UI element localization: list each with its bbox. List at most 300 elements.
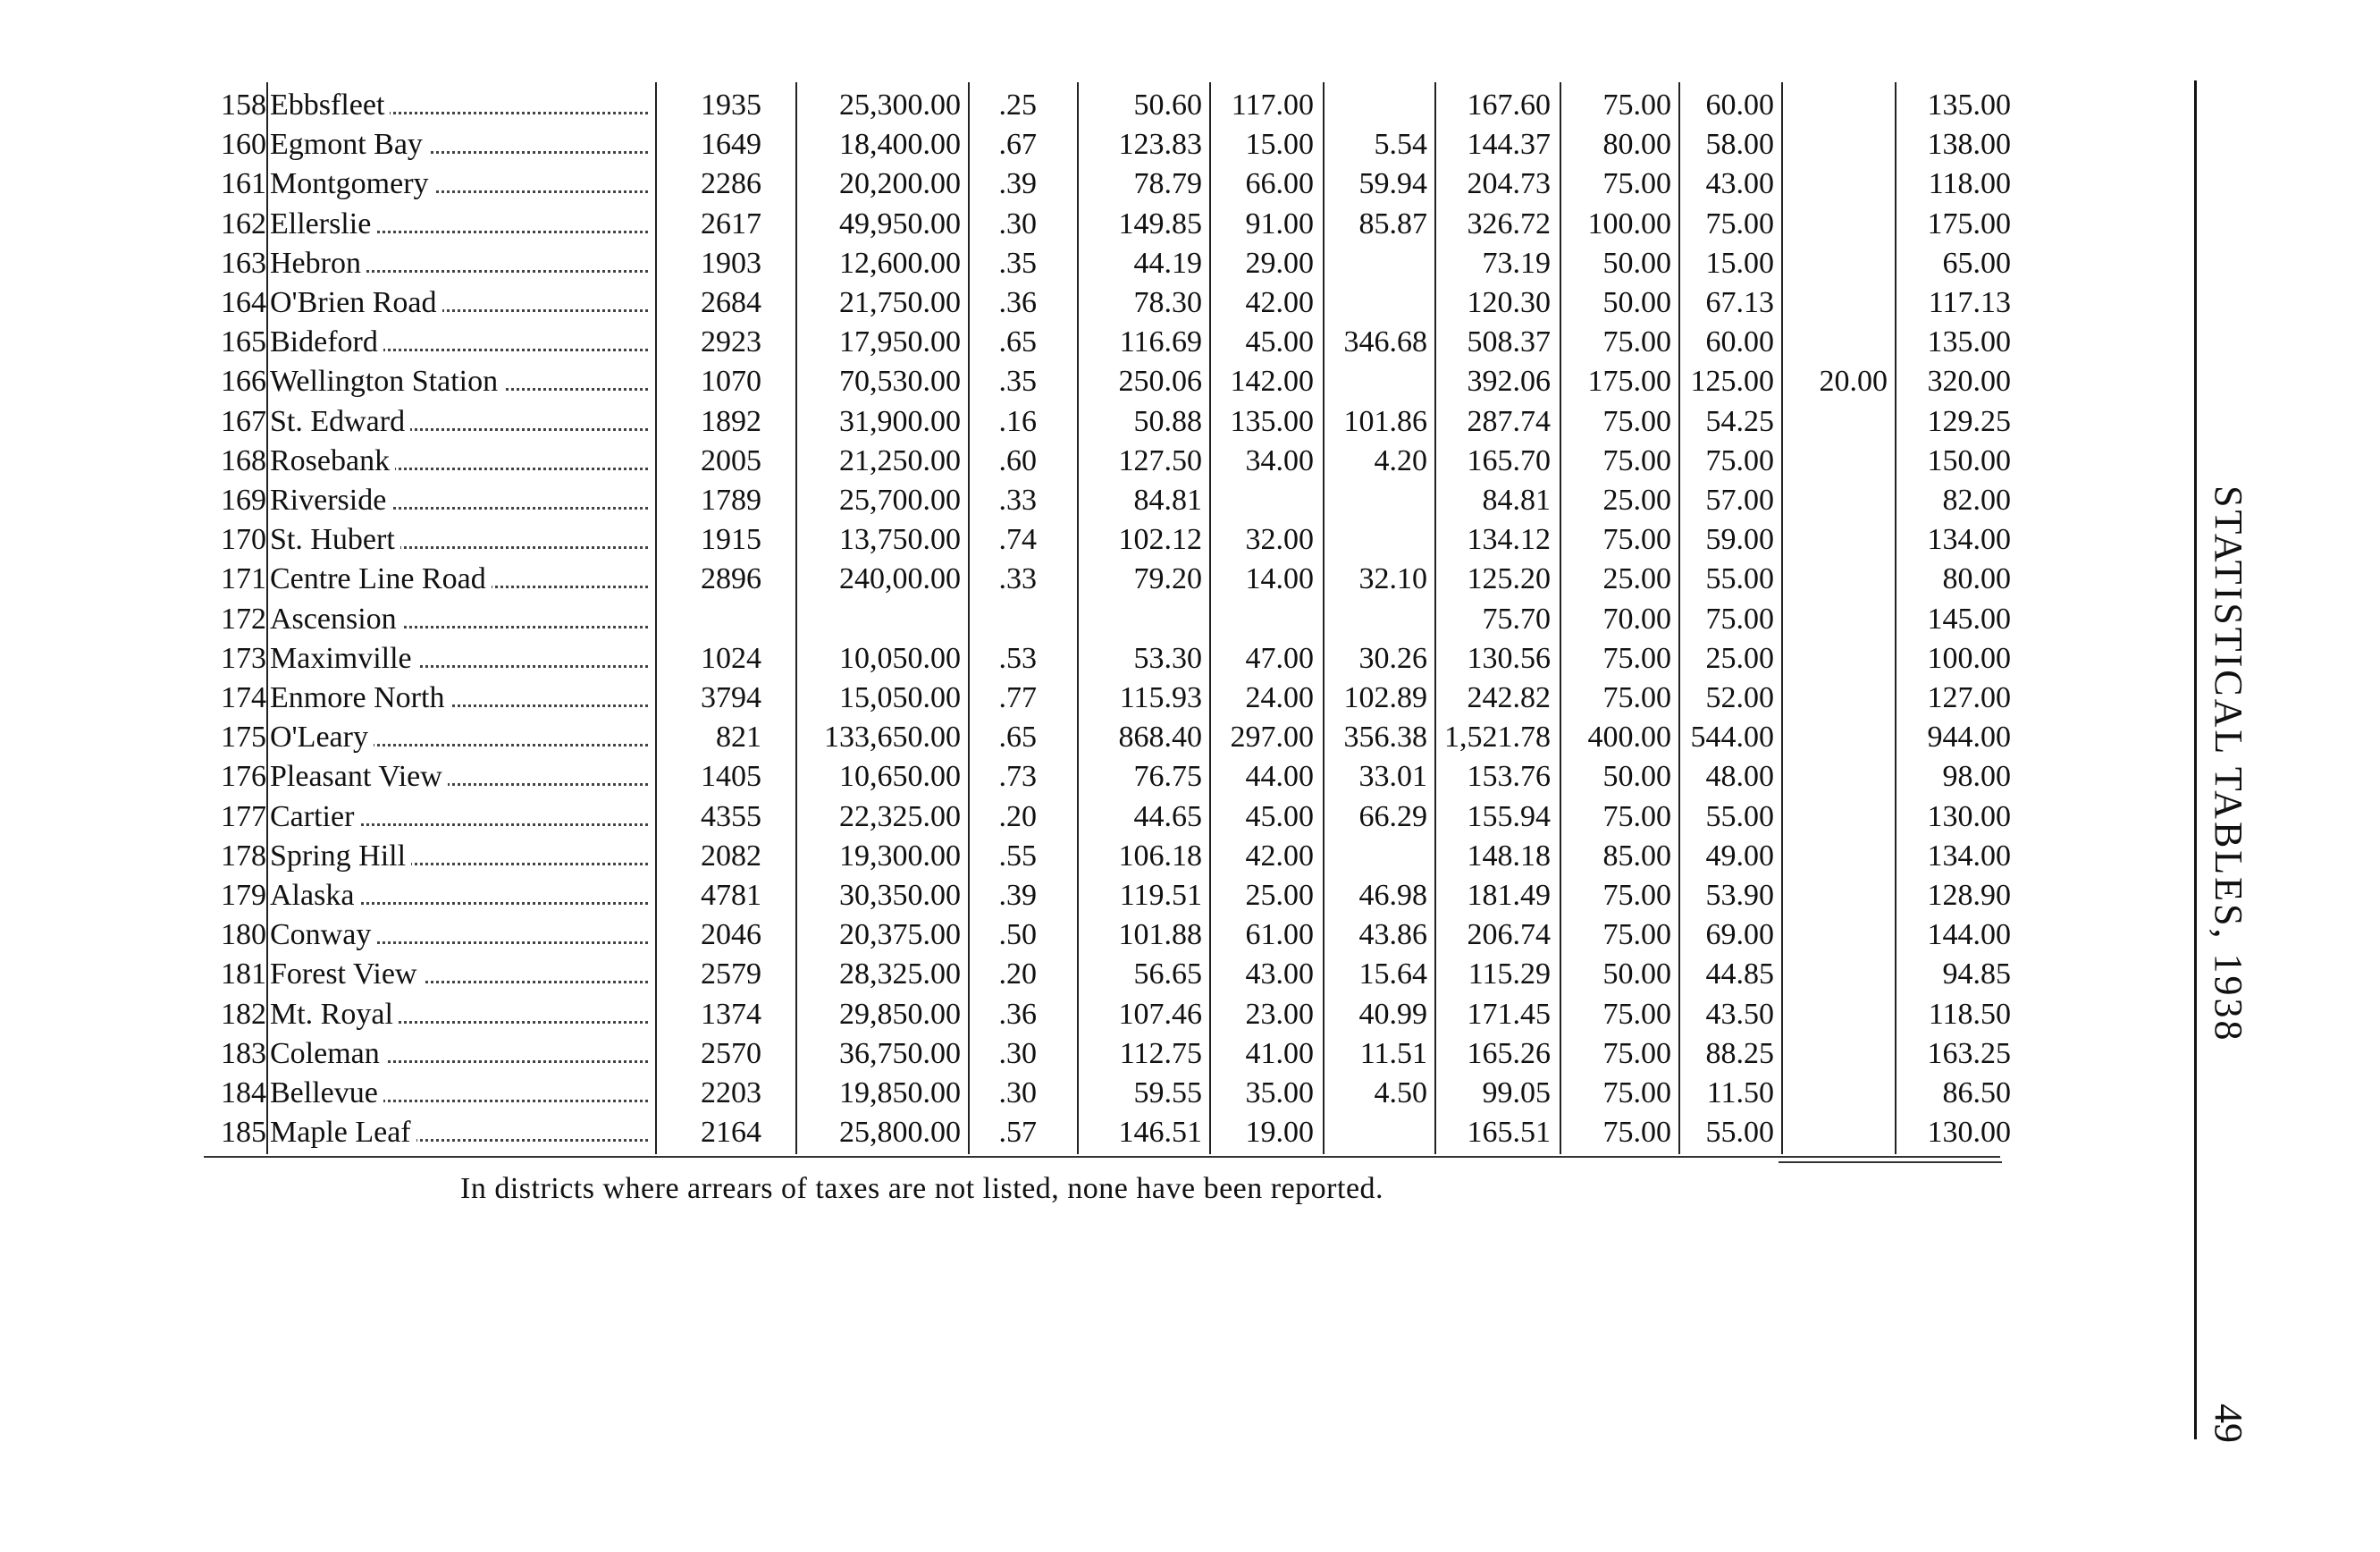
grant-col: 66.00 bbox=[1245, 167, 1314, 201]
total-col: 148.18 bbox=[1467, 839, 1551, 873]
district-number: 163 bbox=[221, 246, 266, 280]
district-name-text: O'Brien Road bbox=[270, 286, 442, 319]
rate-col: .77 bbox=[998, 681, 1037, 714]
grant-col: 91.00 bbox=[1245, 207, 1314, 240]
assessment-col: 133,650.00 bbox=[824, 721, 961, 755]
other-col: 58.00 bbox=[1705, 128, 1774, 162]
district-number-col: 1024 bbox=[701, 641, 761, 675]
expenditure-col: 86.50 bbox=[1942, 1076, 2011, 1109]
salary-col: 75.00 bbox=[1602, 1076, 1671, 1109]
salary-col: 50.00 bbox=[1602, 760, 1671, 794]
other-col: 54.25 bbox=[1705, 404, 1774, 438]
district-number-col: 2579 bbox=[701, 957, 761, 991]
district-number: 164 bbox=[221, 286, 266, 319]
total-col: 130.56 bbox=[1467, 641, 1551, 675]
district-name-text: Ellerslie bbox=[270, 207, 376, 240]
expenditure-col: 129.25 bbox=[1927, 404, 2011, 438]
assessment-col: 28,325.00 bbox=[839, 957, 961, 991]
expenditure-col: 135.00 bbox=[1927, 325, 2011, 359]
tax-col: 146.51 bbox=[1118, 1116, 1202, 1150]
salary-col: 75.00 bbox=[1602, 1036, 1671, 1070]
district-name-text: Centre Line Road bbox=[270, 562, 492, 595]
district-number: 169 bbox=[221, 484, 266, 517]
total-col: 75.70 bbox=[1482, 602, 1551, 636]
district-number: 176 bbox=[221, 760, 266, 794]
arrears-col: 59.94 bbox=[1358, 167, 1427, 201]
district-number-col: 1070 bbox=[701, 365, 761, 399]
district-name-text: Maximville bbox=[270, 642, 417, 675]
tax-col: 123.83 bbox=[1118, 128, 1202, 162]
district-number: 180 bbox=[221, 918, 266, 952]
district-number-col: 2684 bbox=[701, 286, 761, 319]
district-number-col: 821 bbox=[716, 721, 761, 755]
other-col: 544.00 bbox=[1690, 721, 1774, 755]
total-col: 153.76 bbox=[1467, 760, 1551, 794]
salary-col: 75.00 bbox=[1602, 997, 1671, 1031]
grant-col: 43.00 bbox=[1245, 957, 1314, 991]
other-col: 60.00 bbox=[1705, 325, 1774, 359]
other-col: 60.00 bbox=[1705, 89, 1774, 122]
salary-col: 75.00 bbox=[1602, 167, 1671, 201]
tax-col: 115.93 bbox=[1119, 681, 1202, 714]
rate-col: .65 bbox=[998, 325, 1037, 359]
district-number: 175 bbox=[221, 721, 266, 755]
tax-col: 44.19 bbox=[1133, 246, 1202, 280]
expenditure-col: 175.00 bbox=[1927, 207, 2011, 240]
total-col: 508.37 bbox=[1467, 325, 1551, 359]
arrears-col: 102.89 bbox=[1343, 681, 1427, 714]
other-col: 75.00 bbox=[1705, 207, 1774, 240]
rate-col: .30 bbox=[998, 1036, 1037, 1070]
grant-col: 19.00 bbox=[1245, 1116, 1314, 1150]
assessment-col: 25,700.00 bbox=[839, 484, 961, 517]
district-name-text: Mt. Royal bbox=[270, 998, 399, 1031]
district-number-col: 2164 bbox=[701, 1116, 761, 1150]
salary-col: 75.00 bbox=[1602, 523, 1671, 557]
grant-col: 25.00 bbox=[1245, 879, 1314, 912]
expenditure-col: 118.50 bbox=[1928, 997, 2011, 1031]
assessment-col: 20,375.00 bbox=[839, 918, 961, 952]
margin-rule bbox=[2194, 80, 2197, 1439]
arrears-col: 30.26 bbox=[1358, 641, 1427, 675]
expenditure-col: 130.00 bbox=[1927, 1116, 2011, 1150]
tax-col: 44.65 bbox=[1133, 799, 1202, 833]
rate-col: .16 bbox=[998, 404, 1037, 438]
assessment-col: 25,300.00 bbox=[839, 89, 961, 122]
extra-col: 20.00 bbox=[1819, 365, 1888, 399]
rate-col: .74 bbox=[998, 523, 1037, 557]
assessment-col: 31,900.00 bbox=[839, 404, 961, 438]
rate-col: .36 bbox=[998, 997, 1037, 1031]
total-col: 392.06 bbox=[1467, 365, 1551, 399]
salary-col: 175.00 bbox=[1587, 365, 1671, 399]
district-number: 161 bbox=[221, 167, 266, 201]
district-number: 172 bbox=[221, 602, 266, 636]
district-name-text: Bideford bbox=[270, 325, 383, 358]
expenditure-col: 80.00 bbox=[1942, 562, 2011, 596]
grant-col: 61.00 bbox=[1245, 918, 1314, 952]
total-col: 144.37 bbox=[1467, 128, 1551, 162]
district-number-col: 1903 bbox=[701, 246, 761, 280]
rate-col: .36 bbox=[998, 286, 1037, 319]
assessment-col: 70,530.00 bbox=[839, 365, 961, 399]
tax-col: 149.85 bbox=[1118, 207, 1202, 240]
rate-col: .30 bbox=[998, 1076, 1037, 1109]
assessment-col: 240,00.00 bbox=[839, 562, 961, 596]
total-col: 1,521.78 bbox=[1444, 721, 1551, 755]
grant-col: 117.00 bbox=[1231, 89, 1314, 122]
other-col: 43.00 bbox=[1705, 167, 1774, 201]
district-number: 182 bbox=[221, 997, 266, 1031]
tax-col: 119.51 bbox=[1119, 879, 1202, 912]
salary-col: 75.00 bbox=[1602, 681, 1671, 714]
district-number: 185 bbox=[221, 1116, 266, 1150]
rate-col: .53 bbox=[998, 641, 1037, 675]
assessment-col: 21,250.00 bbox=[839, 443, 961, 477]
district-number: 167 bbox=[221, 404, 266, 438]
assessment-col: 12,600.00 bbox=[839, 246, 961, 280]
rate-col: .35 bbox=[998, 365, 1037, 399]
arrears-col: 4.20 bbox=[1374, 443, 1427, 477]
assessment-col: 15,050.00 bbox=[839, 681, 961, 714]
district-name-text: Pleasant View bbox=[270, 760, 448, 793]
rate-col: .55 bbox=[998, 839, 1037, 873]
district-number-col: 2046 bbox=[701, 918, 761, 952]
district-number-col: 1789 bbox=[701, 484, 761, 517]
tax-col: 59.55 bbox=[1133, 1076, 1202, 1109]
district-number-col: 2203 bbox=[701, 1076, 761, 1109]
grant-col: 45.00 bbox=[1245, 325, 1314, 359]
grant-col: 32.00 bbox=[1245, 523, 1314, 557]
expenditure-col: 135.00 bbox=[1927, 89, 2011, 122]
other-col: 55.00 bbox=[1705, 799, 1774, 833]
tax-col: 50.88 bbox=[1133, 404, 1202, 438]
district-name-text: Hebron bbox=[270, 247, 366, 280]
district-number: 183 bbox=[221, 1036, 266, 1070]
other-col: 53.90 bbox=[1705, 879, 1774, 912]
rate-col: .50 bbox=[998, 918, 1037, 952]
rate-col: .20 bbox=[998, 957, 1037, 991]
arrears-col: 101.86 bbox=[1343, 404, 1427, 438]
tax-col: 78.30 bbox=[1133, 286, 1202, 319]
expenditure-col: 134.00 bbox=[1927, 839, 2011, 873]
table-bottom-rule bbox=[204, 1156, 2000, 1158]
arrears-col: 43.86 bbox=[1358, 918, 1427, 952]
salary-col: 50.00 bbox=[1602, 246, 1671, 280]
assessment-col: 30,350.00 bbox=[839, 879, 961, 912]
tax-col: 56.65 bbox=[1133, 957, 1202, 991]
rate-col bbox=[867, 600, 1037, 639]
district-number-col: 1405 bbox=[701, 760, 761, 794]
assessment-col: 29,850.00 bbox=[839, 997, 961, 1031]
district-number: 160 bbox=[221, 128, 266, 162]
other-col: 75.00 bbox=[1705, 602, 1774, 636]
tax-col: 101.88 bbox=[1118, 918, 1202, 952]
other-col: 11.50 bbox=[1706, 1076, 1774, 1109]
salary-col: 400.00 bbox=[1587, 721, 1671, 755]
grant-col: 34.00 bbox=[1245, 443, 1314, 477]
arrears-col: 33.01 bbox=[1358, 760, 1427, 794]
grant-col: 24.00 bbox=[1245, 681, 1314, 714]
district-number: 166 bbox=[221, 365, 266, 399]
other-col: 125.00 bbox=[1690, 365, 1774, 399]
arrears-col: 66.29 bbox=[1358, 799, 1427, 833]
other-col: 69.00 bbox=[1705, 918, 1774, 952]
running-head: STATISTICAL TABLES, 1938 bbox=[2207, 485, 2250, 1043]
district-number-col: 1649 bbox=[701, 128, 761, 162]
district-number-col: 2005 bbox=[701, 443, 761, 477]
tax-col: 79.20 bbox=[1133, 562, 1202, 596]
tax-col: 127.50 bbox=[1118, 443, 1202, 477]
expenditure-col: 145.00 bbox=[1927, 602, 2011, 636]
total-col: 99.05 bbox=[1482, 1076, 1551, 1109]
grant-col: 23.00 bbox=[1245, 997, 1314, 1031]
arrears-col: 32.10 bbox=[1358, 562, 1427, 596]
total-col: 134.12 bbox=[1467, 523, 1551, 557]
other-col: 25.00 bbox=[1705, 641, 1774, 675]
assessment-col: 49,950.00 bbox=[839, 207, 961, 240]
tax-col: 107.46 bbox=[1118, 997, 1202, 1031]
assessment-col: 36,750.00 bbox=[839, 1036, 961, 1070]
salary-col: 75.00 bbox=[1602, 443, 1671, 477]
grant-col: 44.00 bbox=[1245, 760, 1314, 794]
rate-col: .39 bbox=[998, 167, 1037, 201]
district-number-col: 2923 bbox=[701, 325, 761, 359]
salary-col: 25.00 bbox=[1602, 562, 1671, 596]
salary-col: 70.00 bbox=[1602, 602, 1671, 636]
arrears-col: 5.54 bbox=[1374, 128, 1427, 162]
district-number-col: 2617 bbox=[701, 207, 761, 240]
other-col: 55.00 bbox=[1705, 562, 1774, 596]
district-number: 170 bbox=[221, 523, 266, 557]
grant-col: 47.00 bbox=[1245, 641, 1314, 675]
district-number-col: 2082 bbox=[701, 839, 761, 873]
district-number: 178 bbox=[221, 839, 266, 873]
footnote: In districts where arrears of taxes are not listed, none have been reported. bbox=[460, 1172, 1384, 1205]
total-col: 326.72 bbox=[1467, 207, 1551, 240]
arrears-col: 11.51 bbox=[1359, 1036, 1427, 1070]
tax-col: 106.18 bbox=[1118, 839, 1202, 873]
rate-col: .65 bbox=[998, 721, 1037, 755]
grant-col: 14.00 bbox=[1245, 562, 1314, 596]
grant-col: 15.00 bbox=[1245, 128, 1314, 162]
other-col: 88.25 bbox=[1705, 1036, 1774, 1070]
salary-col: 75.00 bbox=[1602, 879, 1671, 912]
other-col: 55.00 bbox=[1705, 1116, 1774, 1150]
rate-col: .39 bbox=[998, 879, 1037, 912]
expenditure-col: 118.00 bbox=[1928, 167, 2011, 201]
district-number: 158 bbox=[221, 89, 266, 122]
district-name-text: Forest View bbox=[270, 957, 423, 991]
district-name-text: O'Leary bbox=[270, 721, 374, 754]
salary-col: 75.00 bbox=[1602, 404, 1671, 438]
salary-col: 75.00 bbox=[1602, 325, 1671, 359]
expenditure-col: 134.00 bbox=[1927, 523, 2011, 557]
assessment-col: 19,300.00 bbox=[839, 839, 961, 873]
salary-col: 85.00 bbox=[1602, 839, 1671, 873]
total-col: 204.73 bbox=[1467, 167, 1551, 201]
rate-col: .67 bbox=[998, 128, 1037, 162]
rate-col: .25 bbox=[998, 89, 1037, 122]
grant-col: 42.00 bbox=[1245, 286, 1314, 319]
district-number-col: 1935 bbox=[701, 89, 761, 122]
rate-col: .35 bbox=[998, 246, 1037, 280]
district-name-text: Enmore North bbox=[270, 681, 450, 714]
other-col: 44.85 bbox=[1705, 957, 1774, 991]
arrears-col: 85.87 bbox=[1358, 207, 1427, 240]
tax-col: 868.40 bbox=[1118, 721, 1202, 755]
salary-col: 75.00 bbox=[1602, 799, 1671, 833]
other-col: 48.00 bbox=[1705, 760, 1774, 794]
rate-col: .33 bbox=[998, 562, 1037, 596]
expenditure-col: 144.00 bbox=[1927, 918, 2011, 952]
rate-col: .30 bbox=[998, 207, 1037, 240]
district-number: 184 bbox=[221, 1076, 266, 1109]
salary-col: 75.00 bbox=[1602, 89, 1671, 122]
district-name-text: Egmont Bay bbox=[270, 128, 428, 161]
tax-col: 50.60 bbox=[1133, 89, 1202, 122]
assessment-col: 25,800.00 bbox=[839, 1116, 961, 1150]
district-number-col: 2286 bbox=[701, 167, 761, 201]
district-number: 179 bbox=[221, 879, 266, 912]
district-number: 168 bbox=[221, 443, 266, 477]
tax-col: 250.06 bbox=[1118, 365, 1202, 399]
district-number-col: 2570 bbox=[701, 1036, 761, 1070]
assessment-col: 18,400.00 bbox=[839, 128, 961, 162]
total-col: 120.30 bbox=[1467, 286, 1551, 319]
total-col: 171.45 bbox=[1467, 997, 1551, 1031]
other-col: 15.00 bbox=[1705, 246, 1774, 280]
district-name-text: Spring Hill bbox=[270, 839, 411, 873]
expenditure-col: 65.00 bbox=[1942, 246, 2011, 280]
salary-col: 100.00 bbox=[1587, 207, 1671, 240]
rate-col: .33 bbox=[998, 484, 1037, 517]
other-col: 52.00 bbox=[1705, 681, 1774, 714]
district-number-col: 1892 bbox=[701, 404, 761, 438]
salary-col: 25.00 bbox=[1602, 484, 1671, 517]
district-name-text: Conway bbox=[270, 918, 376, 951]
tax-col: 76.75 bbox=[1133, 760, 1202, 794]
district-number: 173 bbox=[221, 641, 266, 675]
grant-col: 45.00 bbox=[1245, 799, 1314, 833]
assessment-col: 17,950.00 bbox=[839, 325, 961, 359]
arrears-col: 40.99 bbox=[1358, 997, 1427, 1031]
assessment-col: 21,750.00 bbox=[839, 286, 961, 319]
district-name-text: Bellevue bbox=[270, 1076, 383, 1109]
page-number: 49 bbox=[2207, 1404, 2250, 1443]
grant-col: 29.00 bbox=[1245, 246, 1314, 280]
tax-col: 112.75 bbox=[1119, 1036, 1202, 1070]
arrears-col: 4.50 bbox=[1374, 1076, 1427, 1109]
tax-col: 84.81 bbox=[1133, 484, 1202, 517]
district-number: 171 bbox=[221, 562, 266, 596]
salary-col: 75.00 bbox=[1602, 918, 1671, 952]
district-number-col bbox=[592, 600, 761, 639]
total-col: 165.26 bbox=[1467, 1036, 1551, 1070]
grant-col: 41.00 bbox=[1245, 1036, 1314, 1070]
arrears-col: 356.38 bbox=[1343, 721, 1427, 755]
other-col: 59.00 bbox=[1705, 523, 1774, 557]
rate-col: .57 bbox=[998, 1116, 1037, 1150]
district-number: 177 bbox=[221, 799, 266, 833]
expenditure-col: 98.00 bbox=[1942, 760, 2011, 794]
expenditure-col: 320.00 bbox=[1927, 365, 2011, 399]
expenditure-col: 94.85 bbox=[1942, 957, 2011, 991]
arrears-col: 15.64 bbox=[1358, 957, 1427, 991]
grant-col: 35.00 bbox=[1245, 1076, 1314, 1109]
district-name-text: Rosebank bbox=[270, 444, 395, 477]
expenditure-col: 138.00 bbox=[1927, 128, 2011, 162]
other-col: 43.50 bbox=[1705, 997, 1774, 1031]
assessment-col: 13,750.00 bbox=[839, 523, 961, 557]
total-col: 165.51 bbox=[1467, 1116, 1551, 1150]
total-col: 181.49 bbox=[1467, 879, 1551, 912]
district-number-col: 2896 bbox=[701, 562, 761, 596]
district-number-col: 4355 bbox=[701, 799, 761, 833]
grant-col: 42.00 bbox=[1245, 839, 1314, 873]
tax-col: 78.79 bbox=[1133, 167, 1202, 201]
arrears-col: 346.68 bbox=[1343, 325, 1427, 359]
district-number: 162 bbox=[221, 207, 266, 240]
district-name-text: St. Hubert bbox=[270, 523, 400, 556]
other-col: 57.00 bbox=[1705, 484, 1774, 517]
assessment-col: 19,850.00 bbox=[839, 1076, 961, 1109]
total-col: 206.74 bbox=[1467, 918, 1551, 952]
total-col: 242.82 bbox=[1467, 681, 1551, 714]
tax-col: 102.12 bbox=[1118, 523, 1202, 557]
salary-col: 50.00 bbox=[1602, 286, 1671, 319]
total-col: 84.81 bbox=[1482, 484, 1551, 517]
district-number: 174 bbox=[221, 681, 266, 714]
district-name-text: Alaska bbox=[270, 879, 359, 912]
expenditure-col: 127.00 bbox=[1927, 681, 2011, 714]
rate-col: .73 bbox=[998, 760, 1037, 794]
expenditure-col: 82.00 bbox=[1942, 484, 2011, 517]
total-col: 73.19 bbox=[1482, 246, 1551, 280]
district-number-col: 4781 bbox=[701, 879, 761, 912]
total-col: 155.94 bbox=[1467, 799, 1551, 833]
grant-col: 135.00 bbox=[1230, 404, 1314, 438]
total-col: 287.74 bbox=[1467, 404, 1551, 438]
grant-col: 142.00 bbox=[1230, 365, 1314, 399]
district-name-text: Ascension bbox=[270, 603, 402, 636]
expenditure-col: 130.00 bbox=[1927, 799, 2011, 833]
tax-col: 116.69 bbox=[1119, 325, 1202, 359]
district-number-col: 1915 bbox=[701, 523, 761, 557]
assessment-col: 10,050.00 bbox=[839, 641, 961, 675]
district-number-col: 1374 bbox=[701, 997, 761, 1031]
table-bottom-rule-right bbox=[1779, 1161, 2002, 1163]
district-name-text: Ebbsfleet bbox=[270, 89, 390, 122]
expenditure-col: 944.00 bbox=[1927, 721, 2011, 755]
other-col: 49.00 bbox=[1705, 839, 1774, 873]
salary-col: 80.00 bbox=[1602, 128, 1671, 162]
district-name-text: St. Edward bbox=[270, 405, 410, 438]
total-col: 167.60 bbox=[1467, 89, 1551, 122]
other-col: 67.13 bbox=[1705, 286, 1774, 319]
district-name-text: Riverside bbox=[270, 484, 391, 517]
district-number-col: 3794 bbox=[701, 681, 761, 714]
district-name-text: Cartier bbox=[270, 800, 359, 833]
total-col: 165.70 bbox=[1467, 443, 1551, 477]
salary-col: 50.00 bbox=[1602, 957, 1671, 991]
district-number: 165 bbox=[221, 325, 266, 359]
district-name-text: Coleman bbox=[270, 1037, 385, 1070]
assessment-col: 10,650.00 bbox=[839, 760, 961, 794]
district-name-text: Montgomery bbox=[270, 167, 434, 200]
other-col: 75.00 bbox=[1705, 443, 1774, 477]
district-number: 181 bbox=[221, 957, 266, 991]
